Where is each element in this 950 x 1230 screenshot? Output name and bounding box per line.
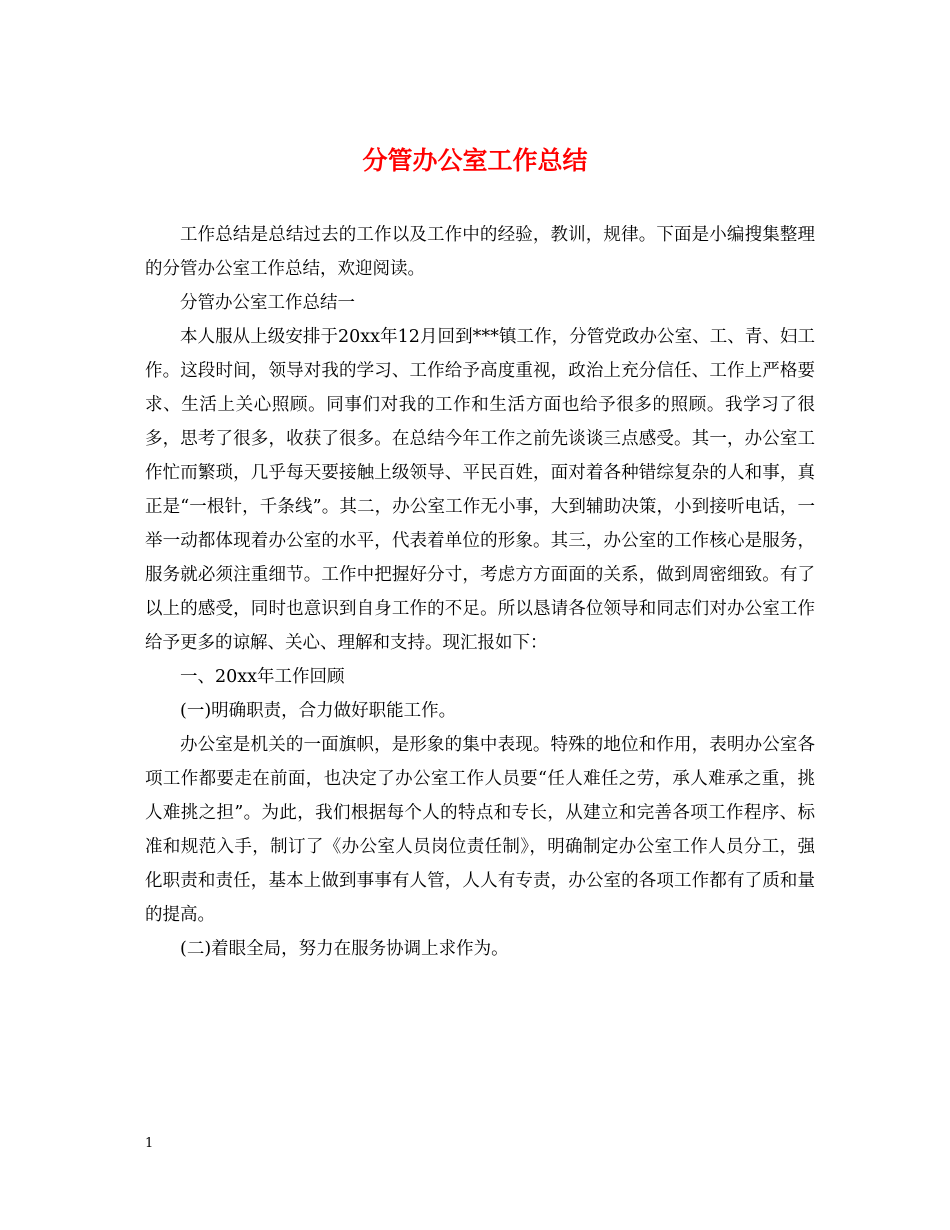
document-body <box>145 218 815 966</box>
paragraph-main: 本人服从上级安排于20xx年12月回到***镇工作，分管党政办公室、工、青、妇工作。这段时间，领导对我的学习、工作给予高度重视，政治上充分信任、工作上严格要求、生活上关心照顾。同事们对我的工作和生活方面也给予很多的照顾。我学习了很多，思考了很多，收获了很多。在总结今年工作之前先谈谈三点感受。其一，办公室工作忙而繁琐，几乎每天要接触上级领导、平民百姓，面对着各种错综复杂的人和事，真正是“一根针，千条线”。其二，办公室工作无小事，大到辅助决策，小到接听电话，一举一动都体现着办公室的水平，代表着单位的形象。其三，办公室的工作核心是服务，服务就必须注重细节。工作中把握好分寸，考虑方方面面的关系，做到周密细致。有了以上的感受，同时也意识到自身工作的不足。所以恳请各位领导和同志们对办公室工作给予更多的谅解、关心、理解和支持。现汇报如下： <box>145 327 815 653</box>
paragraph-subheading-2: (二)着眼全局，努力在服务协调上求作为。 <box>180 939 509 959</box>
page-number: 1 <box>145 1136 154 1151</box>
paragraph-section-heading: 分管办公室工作总结一 <box>180 293 355 313</box>
paragraph-subheading-1: (一)明确职责，合力做好职能工作。 <box>180 701 457 721</box>
paragraph-review-heading: 一、20xx年工作回顾 <box>180 667 345 687</box>
paragraph-office-duties: 办公室是机关的一面旗帜，是形象的集中表现。特殊的地位和作用，表明办公室各项工作都要走在前面，也决定了办公室工作人员要“任人难任之劳，承人难承之重，挑人难挑之担”。为此，我们根据每个人的特点和专长，从建立和完善各项工作程序、标准和规范入手，制订了《办公室人员岗位责任制》，明确制定办公室工作人员分工，强化职责和责任，基本上做到事事有人管，人人有专责，办公室的各项工作都有了质和量的提高。 <box>145 735 815 925</box>
document-title: 分管办公室工作总结 <box>362 146 588 175</box>
paragraph-intro: 工作总结是总结过去的工作以及工作中的经验，教训，规律。下面是小编搜集整理的分管办公室工作总结，欢迎阅读。 <box>145 225 815 279</box>
